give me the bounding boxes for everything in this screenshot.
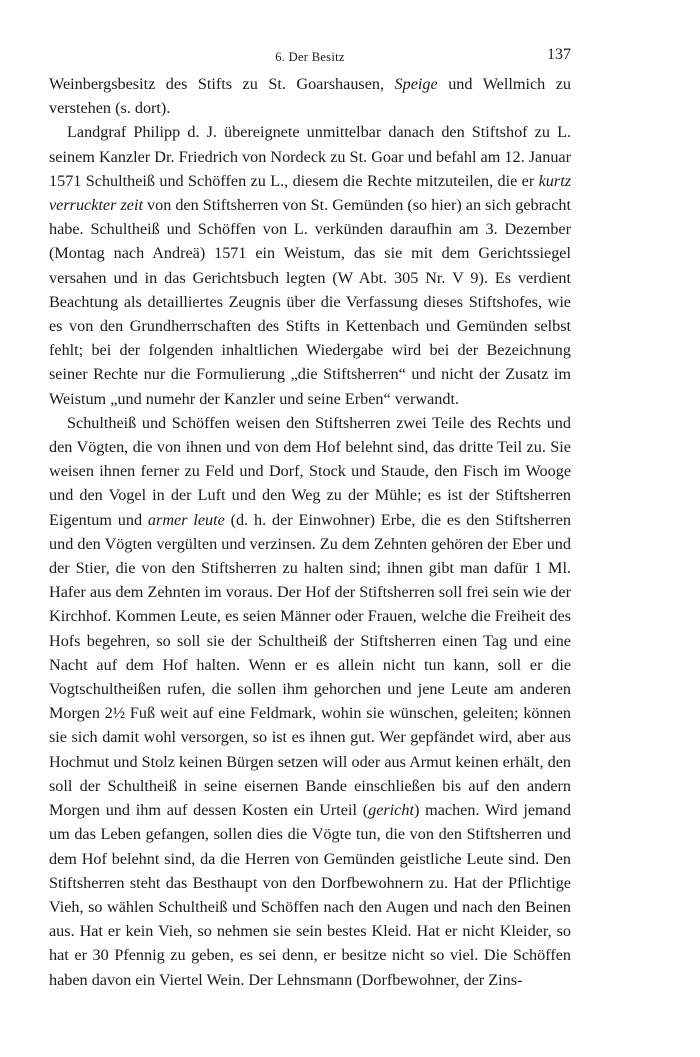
text-run: Schultheiß und Schöffen weisen den Stiftsherren zwei Teile des Rechts und den Vögten, die von ihnen und von dem Hof belehnt sind, das dritte Teil zu. Sie weisen ihnen ferner zu Feld und Dorf, Stock und Staude, den Fisch im Wooge und den Vogel in der Luft und den Weg zu der Mühle; es ist der Stiftsherren Eigentum und xyxy=(49,413,571,529)
text-run: Weinbergsbesitz des Stifts zu St. Goarshausen, xyxy=(49,75,395,93)
italic-term: gericht xyxy=(368,801,414,820)
body-text xyxy=(49,72,571,992)
italic-term: armer leute xyxy=(147,510,225,529)
paragraph xyxy=(49,120,571,410)
running-header xyxy=(49,44,571,72)
running-title: 6. Der Besitz xyxy=(275,50,345,64)
text-run: (d. h. der Einwohner) Erbe, die es den Stiftsherren und den Vögten vergülten und verzinsen. Zu dem Zehnten gehören der Eber und der Stier, die von den Stiftsherren zu halten sind; ihnen gibt man dafür 1 Ml. Hafer aus dem Zehnten im voraus. Der Hof der Stiftsherren soll frei sein wie der Kirchhof. Kommen Leute, es seien Männer oder Frauen, welche die Freiheit des Hofs begehren, so soll sie der Schultheiß der Stiftsherren einen Tag und eine Nacht auf dem Hof halten. Wenn er es allein nicht tun kann, soll er die Vogtschultheißen rufen, die sollen ihm gehorchen und jene Leute am anderen Morgen 2½ Fuß weit auf eine Feldmark, wohin sie wünschen, geleiten; können sie sich damit wohl versorgen, so ist es ihnen gut. Wer gepfändet wird, aber aus Hochmut und Stolz keinen Bürgen setzen will oder aus Armut keinen erhält, den soll der Schultheiß in seine eisernen Bande einschließen bis auf den andern Morgen und ihm auf dessen Kosten ein Urteil ( xyxy=(49,510,571,820)
text-run: Landgraf Philipp d. J. übereignete unmittelbar danach den Stiftshof zu L. seinem Kanzler Dr. Friedrich von Nordeck zu St. Goar und befahl am 12. Januar 1571 Schultheiß und Schöffen zu L., diesem die Rechte mitzuteilen, die er xyxy=(49,123,571,190)
text-run: ) machen. Wird jemand um das Leben gefangen, sollen dies die Vögte tun, die von den Stiftsherren und dem Hof belehnt sind, da die Herren von Gemünden geistliche Leute sind. Den Stiftsherren steht das Besthaupt von den Dorfbewohnern zu. Hat der Pflichtige Vieh, so wählen Schultheiß und Schöffen nach den Augen und nach den Beinen aus. Hat er kein Vieh, so nehmen sie sein bestes Kleid. Hat er nicht Kleider, so hat er 30 Pfennig zu geben, es sei denn, er besitze nicht so viel. Die Schöffen haben davon ein Viertel Wein. Der Lehnsmann (Dorfbewohner, der Zins- xyxy=(49,801,571,989)
book-page xyxy=(49,44,571,992)
paragraph xyxy=(49,411,571,992)
paragraph xyxy=(49,72,571,120)
page-number: 137 xyxy=(547,46,571,63)
text-run: von den Stiftsherren von St. Gemünden (so hier) an sich gebracht habe. Schultheiß und Schöffen von L. verkünden daraufhin am 3. Dezember (Montag nach Andreä) 1571 ein Weistum, das sie mit dem Gerichtssiegel versahen und in das Gerichtsbuch legten (W Abt. 305 Nr. V 9). Es verdient Beachtung als detailliertes Zeugnis über die Verfassung dieses Stiftshofes, wie es von den Grundherrschaften des Stifts in Kettenbach und Gemünden selbst fehlt; bei der folgenden inhaltlichen Wiedergabe wird bei der Bezeichnung seiner Rechte nur die Formulierung „die Stiftsherren“ und nicht der Zusatz im Weistum „und numehr der Kanzler und seine Erben“ verwandt. xyxy=(49,196,571,408)
italic-term: Speige xyxy=(394,75,438,93)
text-run: und Wellmich zu verstehen (s. dort). xyxy=(49,75,572,118)
italic-term: kurtz verruckter zeit xyxy=(49,171,571,215)
